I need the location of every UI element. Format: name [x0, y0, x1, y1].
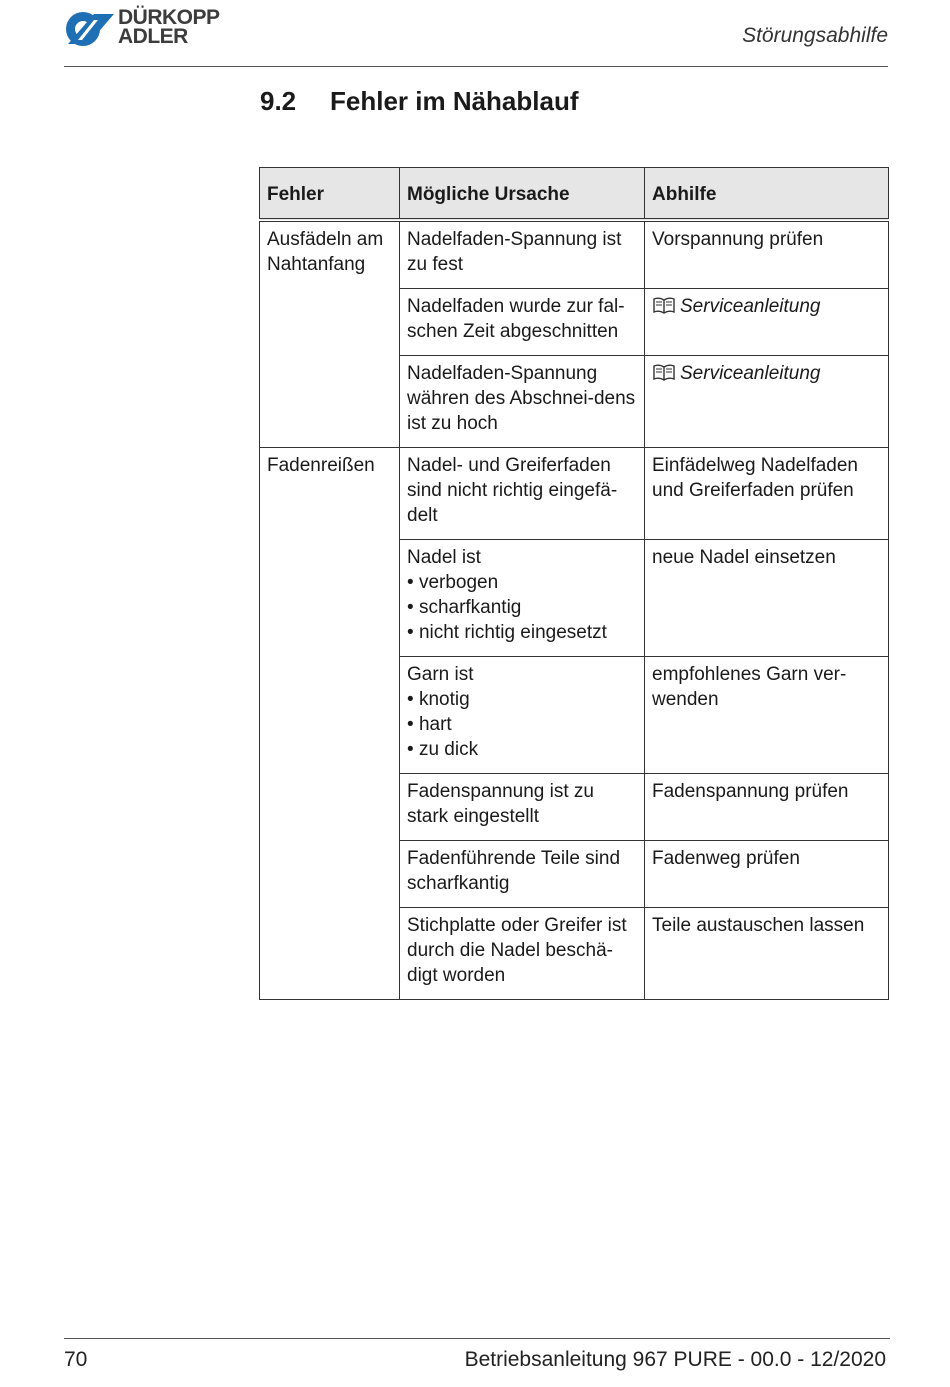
logo-wordmark [118, 8, 220, 46]
page-number: 70 [64, 1348, 88, 1371]
footer-divider [64, 1338, 890, 1339]
cause-cell: Fadenspannung ist zu stark eingestellt [400, 774, 645, 841]
table-row [260, 448, 889, 540]
logo-line-1: DÜRKOPP [118, 6, 220, 29]
list-item: • verbogen [407, 570, 637, 595]
fault-cell: Fadenreißen [260, 448, 400, 1000]
list-item: • zu dick [407, 737, 637, 762]
table-row [260, 220, 889, 289]
duerkopp-adler-logo-icon [64, 10, 116, 48]
book-icon [652, 296, 676, 314]
section-number: 9.2 [260, 86, 297, 116]
cause-cell [400, 540, 645, 657]
cause-cell: Nadelfaden-Spannung ist zu fest [400, 220, 645, 289]
fault-cell: Ausfädeln am Nahtanfang [260, 220, 400, 448]
list-item: • hart [407, 712, 637, 737]
table-header-row [260, 168, 889, 221]
cause-bullet-list [407, 687, 637, 762]
remedy-cell: empfohlenes Garn ver-wenden [645, 657, 889, 774]
cause-intro: Nadel ist [407, 547, 481, 568]
document-reference: Betriebsanleitung 967 PURE - 00.0 - 12/2020 [464, 1348, 886, 1371]
column-header-remedy: Abhilfe [645, 168, 889, 221]
section-title: Fehler im Nähablauf [330, 86, 579, 116]
cause-cell: Stichplatte oder Greifer ist durch die Nadel beschä-digt worden [400, 908, 645, 1000]
cause-bullet-list [407, 570, 637, 645]
cause-cell: Nadelfaden-Spannung währen des Abschnei-dens ist zu hoch [400, 356, 645, 448]
logo-line-2: ADLER [118, 25, 188, 48]
list-item: • nicht richtig eingesetzt [407, 620, 637, 645]
remedy-cell: Fadenweg prüfen [645, 841, 889, 908]
list-item: • knotig [407, 687, 637, 712]
section-header: Störungsabhilfe [742, 24, 888, 47]
column-header-cause: Mögliche Ursache [400, 168, 645, 221]
column-header-fault: Fehler [260, 168, 400, 221]
remedy-cell: Vorspannung prüfen [645, 220, 889, 289]
cause-cell: Nadel- und Greiferfaden sind nicht richtig eingefä-delt [400, 448, 645, 540]
header-divider [64, 66, 888, 67]
brand-logo [64, 8, 234, 52]
cause-intro: Garn ist [407, 664, 474, 685]
book-icon [652, 363, 676, 381]
remedy-cell [645, 356, 889, 448]
cause-cell: Nadelfaden wurde zur fal-schen Zeit abgeschnitten [400, 289, 645, 356]
remedy-cell: neue Nadel einsetzen [645, 540, 889, 657]
cause-cell [400, 657, 645, 774]
remedy-cell: Teile austauschen lassen [645, 908, 889, 1000]
cause-cell: Fadenführende Teile sind scharfkantig [400, 841, 645, 908]
remedy-reference: Serviceanleitung [680, 363, 821, 384]
list-item: • scharfkantig [407, 595, 637, 620]
remedy-reference: Serviceanleitung [680, 296, 821, 317]
remedy-cell: Fadenspannung prüfen [645, 774, 889, 841]
remedy-cell [645, 289, 889, 356]
fault-table [259, 167, 889, 1000]
page-title [260, 86, 579, 117]
remedy-cell: Einfädelweg Nadelfaden und Greiferfaden prüfen [645, 448, 889, 540]
